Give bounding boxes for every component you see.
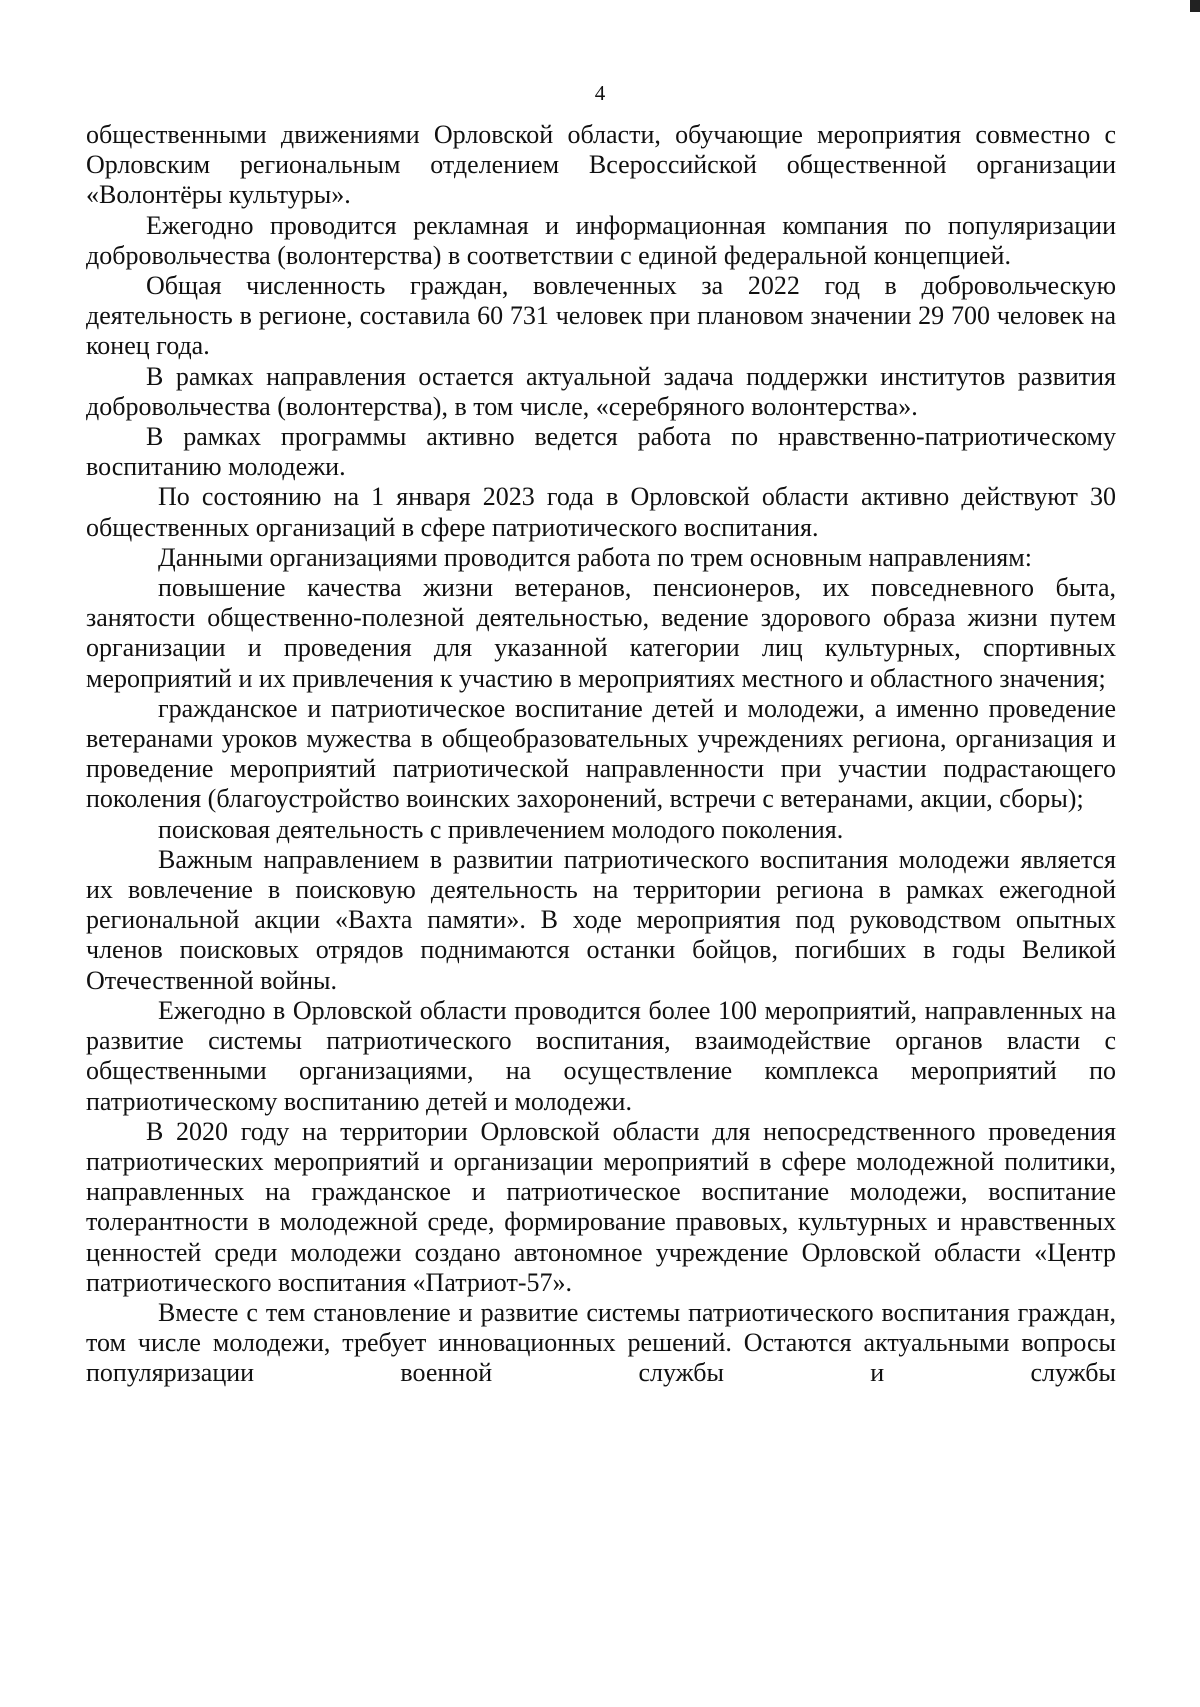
paragraph: В рамках программы активно ведется работа по нравственно-патриотическому воспитанию молодежи. [86,422,1116,482]
paragraph: Важным направлением в развитии патриотического воспитания молодежи является их вовлечение в поисковую деятельность на территории региона в рамках ежегодной региональной акции «Вахта памяти». В ходе мероприятия под руководством опытных членов поисковых отрядов поднимаются останки бойцов, погибших в годы Великой Отечественной войны. [86,844,1116,995]
document-body [86,120,1116,1389]
paragraph: В 2020 году на территории Орловской области для непосредственного проведения патриотических мероприятий и организации мероприятий в сфере молодежной политики, направленных на гражданское и патриотическое воспитание молодежи, воспитание толерантности в молодежной среде, формирование правовых, культурных и нравственных ценностей среди молодежи создано автономное учреждение Орловской области «Центр патриотического воспитания «Патриот-57». [86,1116,1116,1297]
paragraph: Ежегодно проводится рекламная и информационная компания по популяризации добровольчества (волонтерства) в соответствии с единой федеральной концепцией. [86,210,1116,270]
paragraph: Общая численность граждан, вовлеченных за 2022 год в добровольческую деятельность в регионе, составила 60 731 человек при плановом значении 29 700 человек на конец года. [86,271,1116,361]
paragraph: Данными организациями проводится работа по трем основным направлениям: [158,542,1032,572]
paragraph: В рамках направления остается актуальной задача поддержки институтов развития добровольчества (волонтерства), в том числе, «серебряного волонтерства». [86,361,1116,421]
list-item: повышение качества жизни ветеранов, пенсионеров, их повседневного быта, занятости общественно-полезной деятельностью, ведение здорового образа жизни путем организации и проведения для указанной категории лиц культурных, спортивных мероприятий и их привлечения к участию в мероприятиях местного и областного значения; [86,573,1116,693]
scan-corner-mark [1190,0,1200,12]
list-item: поисковая деятельность с привлечением молодого поколения. [158,814,844,844]
page-number: 4 [594,81,606,105]
list-item: гражданское и патриотическое воспитание детей и молодежи, а именно проведение ветеранами уроков мужества в общеобразовательных учреждениях региона, организация и проведение мероприятий патриотической направленности при участии подрастающего поколения (благоустройство воинских захоронений, встречи с ветеранами, акции, сборы); [86,693,1116,814]
paragraph: По состоянию на 1 января 2023 года в Орловской области активно действуют 30 общественных организаций в сфере патриотического воспитания. [86,482,1116,542]
paragraph: общественными движениями Орловской области, обучающие мероприятия совместно с Орловским региональным отделением Всероссийской общественной организации «Волонтёры культуры». [86,120,1116,210]
paragraph: Ежегодно в Орловской области проводится более 100 мероприятий, направленных на развитие системы патриотического воспитания, взаимодействие органов власти с общественными организациями, на осуществление комплекса мероприятий по патриотическому воспитанию детей и молодежи. [86,995,1116,1116]
paragraph: Вместе с тем становление и развитие системы патриотического воспитания граждан, том числе молодежи, требует инновационных решений. Остаются актуальными вопросы популяризации военной службы и службы [86,1297,1116,1388]
